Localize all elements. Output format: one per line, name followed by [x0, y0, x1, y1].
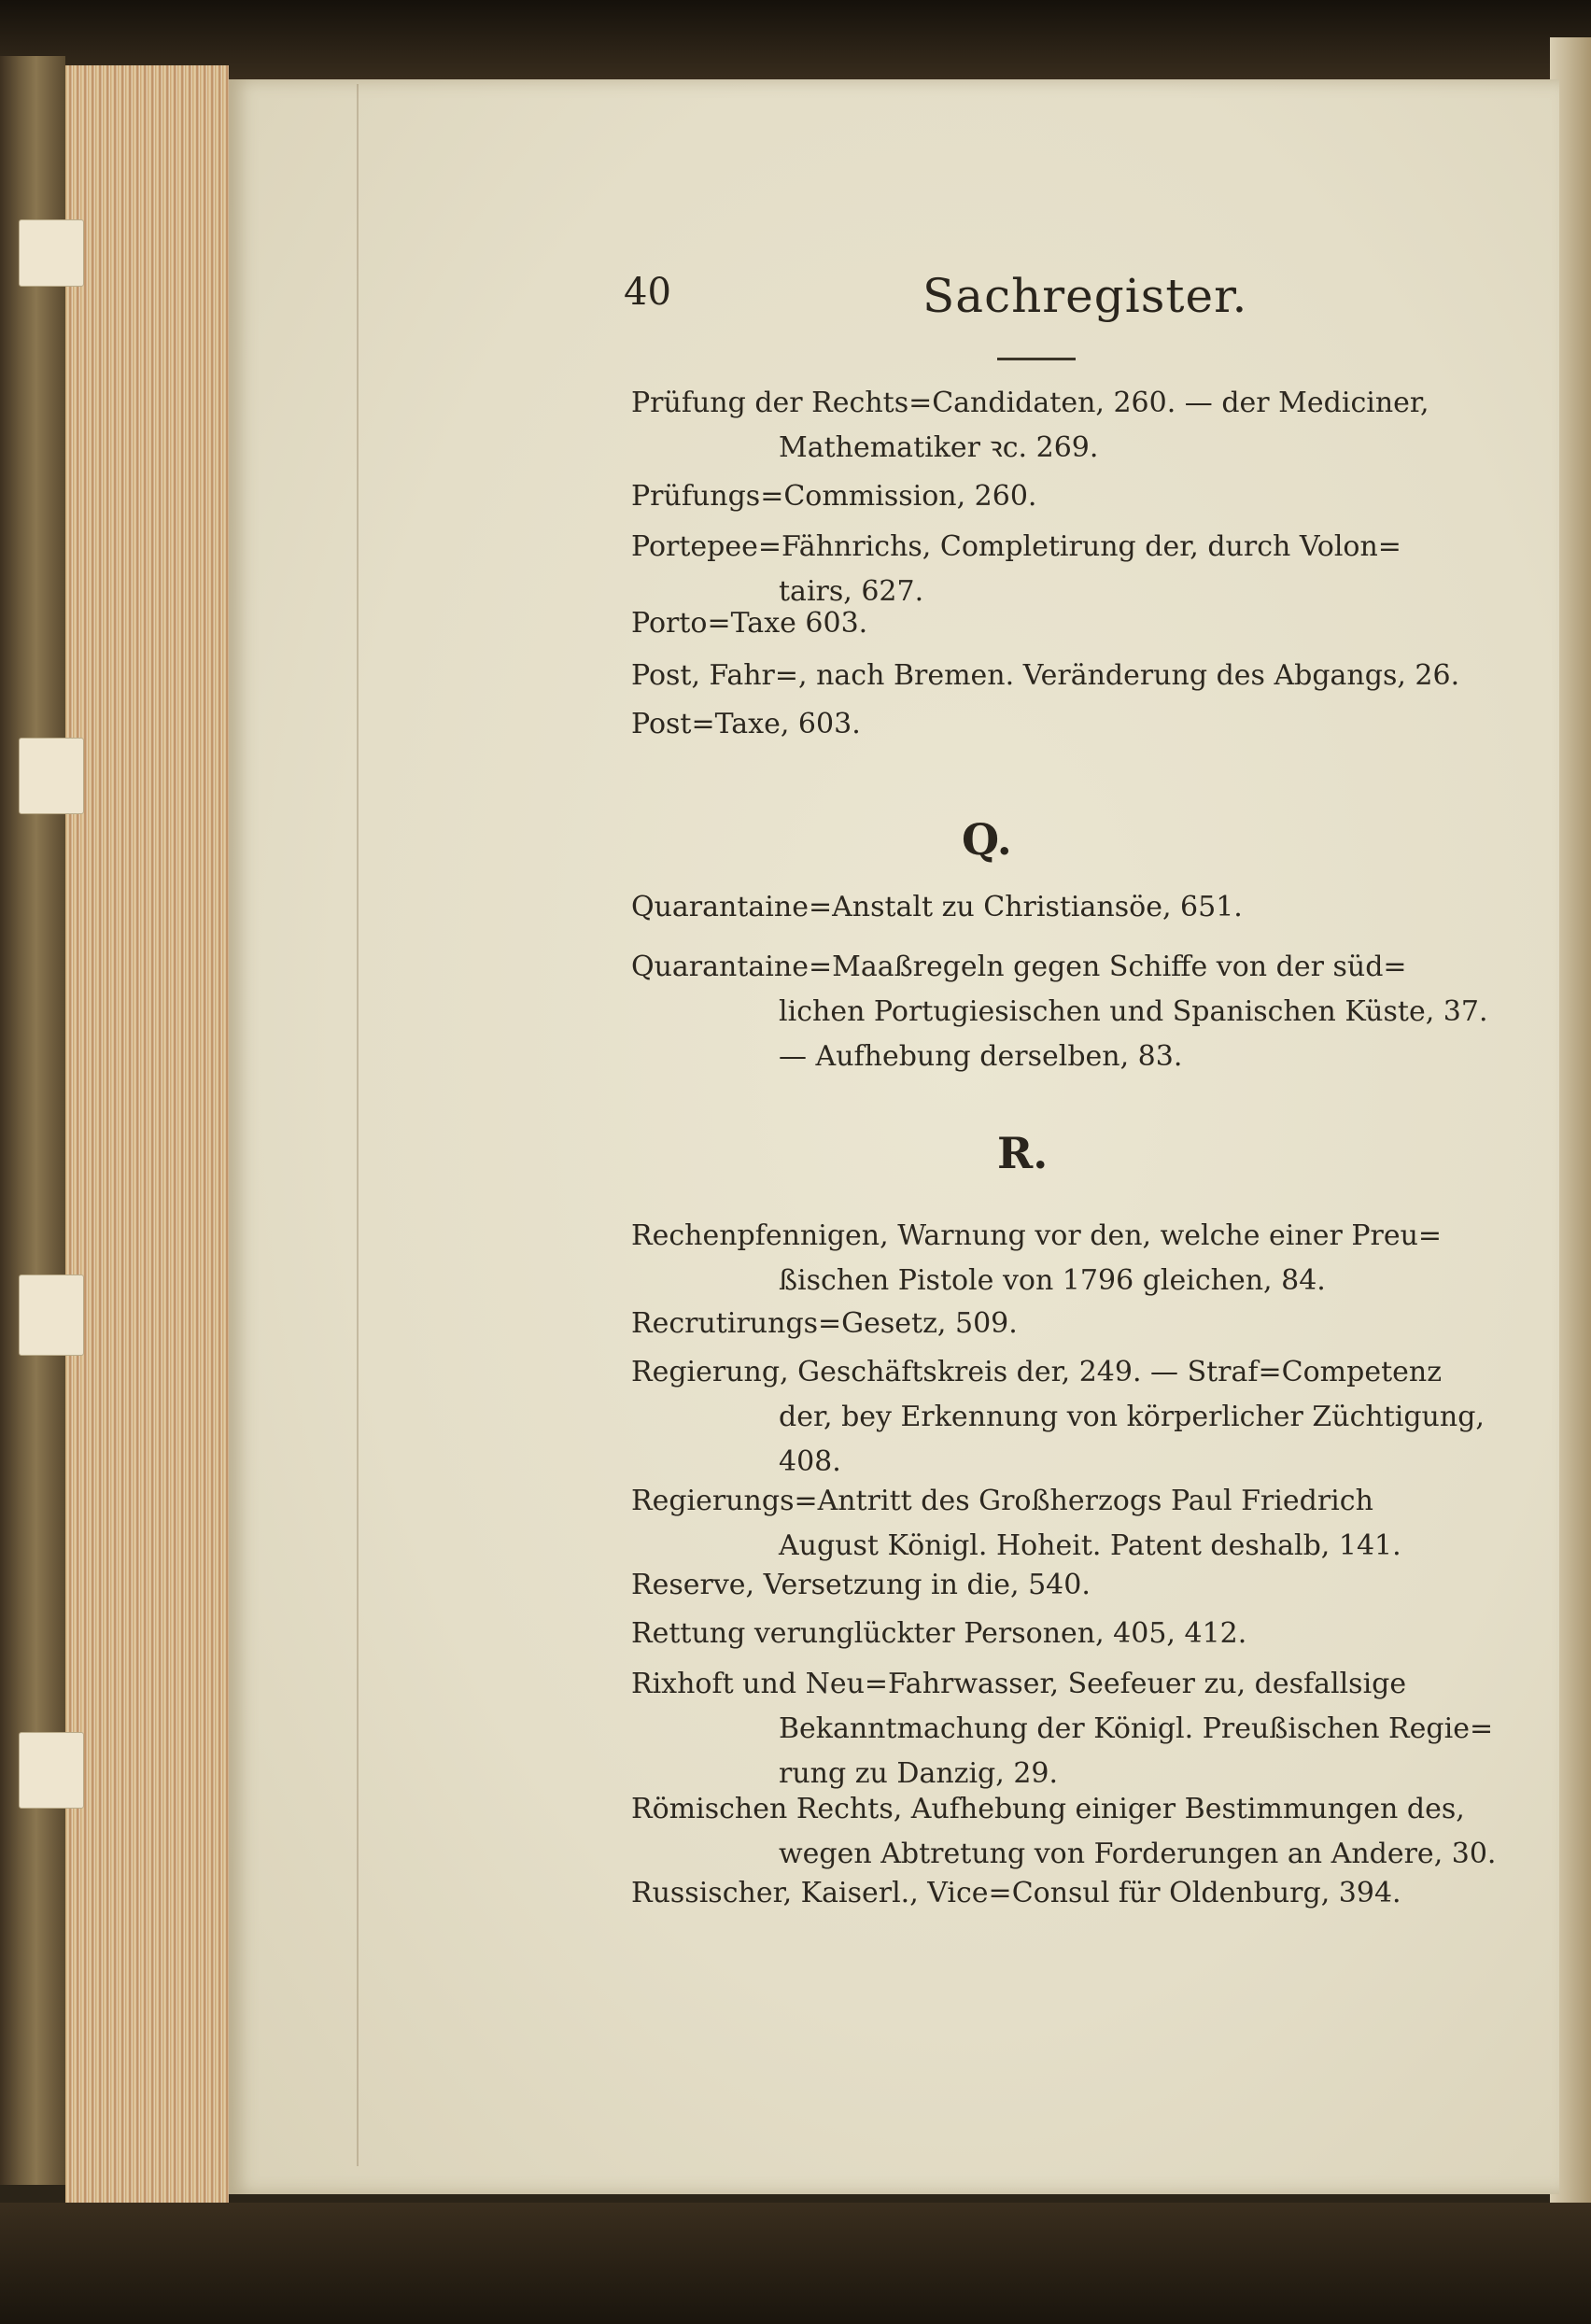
index-entry	[631, 654, 1460, 698]
entry-line: Quarantaine=Maaßregeln gegen Schiffe von der süd=	[631, 951, 1407, 983]
index-tab	[19, 738, 84, 814]
index-entry	[631, 702, 1453, 747]
page-gutter	[357, 84, 359, 2166]
index-entry	[631, 945, 1488, 1079]
entry-line: Post=Taxe, 603.	[631, 708, 861, 740]
entry-line: Portepee=Fähnrichs, Completirung der, durch Volon=	[631, 530, 1401, 563]
entry-line: Römischen Rechts, Aufhebung einiger Bestimmungen des,	[631, 1793, 1465, 1825]
entry-line: Rettung verunglückter Personen, 405, 412.	[631, 1617, 1247, 1650]
index-entry	[631, 601, 1453, 646]
index-entry	[631, 1871, 1453, 1916]
index-entry	[631, 1350, 1485, 1485]
book-bottom-shadow	[0, 2203, 1591, 2324]
entry-line: Mathematiker ꝛc. 269.	[779, 431, 1099, 464]
entry-line: Porto=Taxe 603.	[631, 607, 868, 640]
entry-line: rung zu Danzig, 29.	[779, 1757, 1059, 1790]
page-title: Sachregister.	[922, 269, 1248, 323]
index-entry	[631, 381, 1453, 471]
running-head	[624, 271, 1464, 345]
index-entry	[631, 885, 1453, 930]
index-tab	[19, 1732, 84, 1809]
entry-line: Bekanntmachung der Königl. Preußischen Regie=	[779, 1712, 1494, 1745]
entry-line: Russischer, Kaiserl., Vice=Consul für Oldenburg, 394.	[631, 1877, 1401, 1909]
entry-line: Regierungs=Antritt des Großherzogs Paul Friedrich	[631, 1485, 1373, 1517]
page-number: 40	[624, 271, 671, 314]
entry-line: Rechenpfennigen, Warnung vor den, welche einer Preu=	[631, 1219, 1443, 1252]
entry-line: lichen Portugiesischen und Spanischen Küste, 37.	[779, 995, 1488, 1028]
index-tab	[19, 1275, 84, 1356]
book-top-shadow	[0, 0, 1591, 84]
index-entry	[631, 1612, 1453, 1656]
entry-line: Regierung, Geschäftskreis der, 249. — Straf=Competenz	[631, 1356, 1443, 1388]
entry-line: wegen Abtretung von Forderungen an Andere, 30.	[779, 1838, 1497, 1870]
book-binding	[0, 56, 65, 2185]
entry-line: August Königl. Hoheit. Patent deshalb, 141.	[779, 1529, 1401, 1562]
index-entry	[631, 1214, 1453, 1303]
index-entry	[631, 1787, 1497, 1877]
entry-line: tairs, 627.	[779, 575, 924, 608]
head-rule	[997, 358, 1076, 360]
section-letter-r: R.	[997, 1128, 1049, 1178]
entry-line: — Aufhebung derselben, 83.	[779, 1040, 1183, 1073]
entry-line: der, bey Erkennung von körperlicher Züchtigung,	[779, 1401, 1485, 1433]
entry-line: Rixhoft und Neu=Fahrwasser, Seefeuer zu, desfallsige	[631, 1668, 1407, 1700]
entry-line: Reserve, Versetzung in die, 540.	[631, 1569, 1091, 1601]
page-edges	[65, 65, 229, 2204]
index-entry	[631, 474, 1453, 519]
index-entry	[631, 1662, 1494, 1796]
index-tab	[19, 219, 84, 287]
section-letter-q: Q.	[962, 814, 1012, 865]
entry-line: Post, Fahr=, nach Bremen. Veränderung des Abgangs, 26.	[631, 659, 1460, 692]
entry-line: 408.	[779, 1445, 841, 1478]
index-entry	[631, 1563, 1453, 1608]
entry-line: Prüfung der Rechts=Candidaten, 260. — der Mediciner,	[631, 387, 1429, 419]
entry-line: ßischen Pistole von 1796 gleichen, 84.	[779, 1264, 1326, 1297]
entry-line: Prüfungs=Commission, 260.	[631, 480, 1037, 513]
entry-line: Recrutirungs=Gesetz, 509.	[631, 1307, 1018, 1340]
index-entry	[631, 1302, 1453, 1346]
entry-line: Quarantaine=Anstalt zu Christiansöe, 651.	[631, 891, 1243, 923]
index-entry	[631, 1479, 1453, 1569]
